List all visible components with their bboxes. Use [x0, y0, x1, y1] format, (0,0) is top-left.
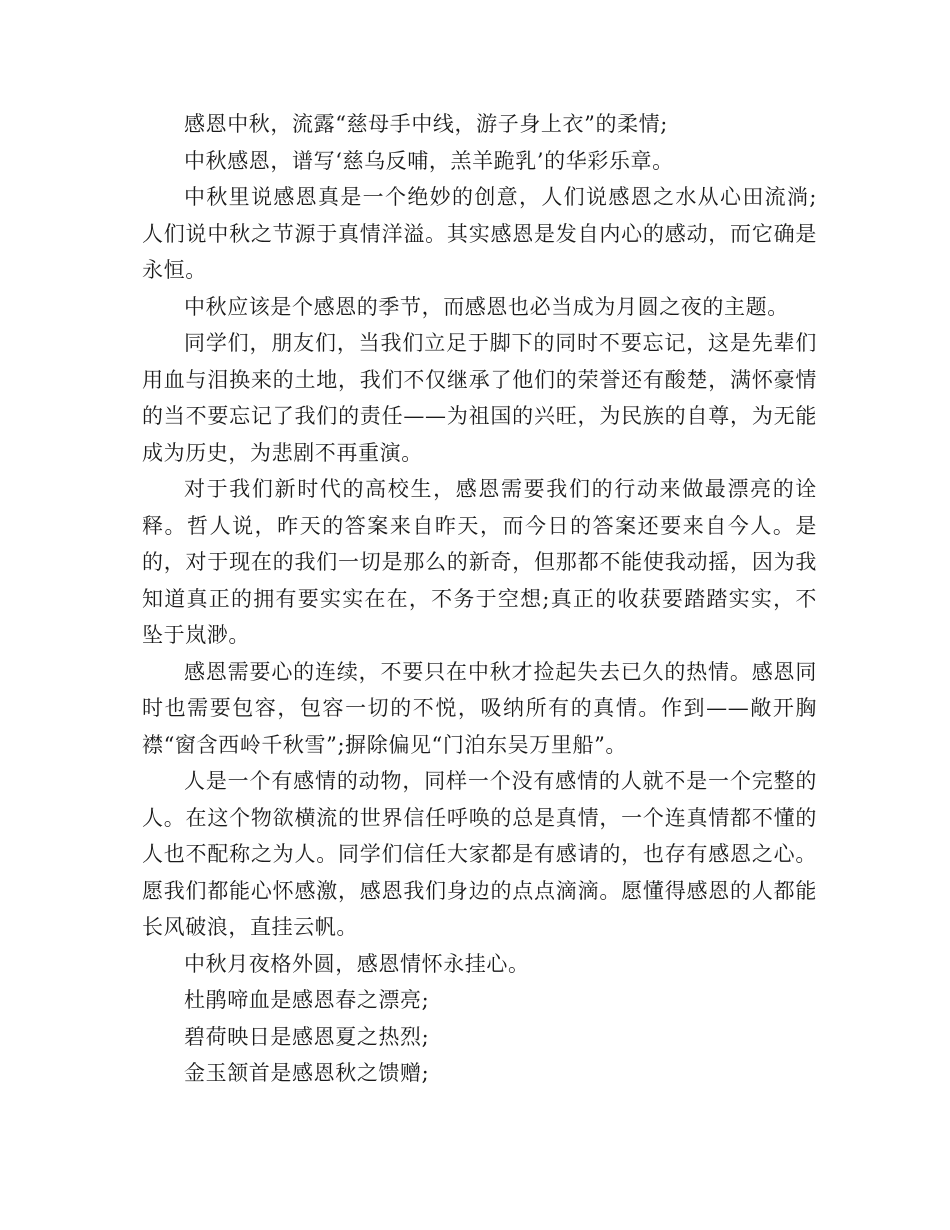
paragraph: 中秋感恩，谱写‘慈乌反哺，羔羊跪乳’的华彩乐章。	[184, 148, 674, 173]
paragraph: 感恩中秋，流露“慈母手中线，游子身上衣”的柔情;	[184, 112, 668, 136]
paragraph: 感恩需要心的连续，不要只在中秋才捡起失去已久的热情。感恩同时也需要包容，包容一切的不悦，吸纳所有的真情。作到——敞开胸襟“窗含西岭千秋雪”;摒除偏见“门泊东吴万里船”。	[142, 659, 817, 757]
paragraph: 杜鹃啼血是感恩春之漂亮;	[184, 988, 430, 1012]
paragraph: 对于我们新时代的高校生，感恩需要我们的行动来做最漂亮的诠释。哲人说，昨天的答案来自昨天，而今日的答案还要来自今人。是的，对于现在的我们一切是那么的新奇，但那都不能使我动摇，因为我知道真正的拥有要实实在在，不务于空想;真正的收获要踏踏实实，不坠于岚渺。	[142, 477, 817, 647]
paragraph: 中秋应该是个感恩的季节，而感恩也必当成为月圆之夜的主题。	[184, 294, 789, 319]
paragraph: 同学们，朋友们，当我们立足于脚下的同时不要忘记，这是先辈们用血与泪换来的土地，我们不仅继承了他们的荣誉还有酸楚，满怀豪情的当不要忘记了我们的责任——为祖国的兴旺，为民族的自尊，为无能成为历史，为悲剧不再重演。	[142, 331, 817, 465]
paragraph: 中秋里说感恩真是一个绝妙的创意，人们说感恩之水从心田流淌;人们说中秋之节源于真情洋溢。其实感恩是发自内心的感动，而它确是永恒。	[142, 185, 817, 282]
paragraph: 金玉颔首是感恩秋之馈赠;	[184, 1061, 430, 1085]
document-body	[142, 106, 817, 1092]
paragraph: 中秋月夜格外圆，感恩情怀永挂心。	[184, 951, 530, 976]
paragraph: 碧荷映日是感恩夏之热烈;	[184, 1024, 430, 1049]
paragraph: 人是一个有感情的动物，同样一个没有感情的人就不是一个完整的人。在这个物欲横流的世界信任呼唤的总是真情，一个连真情都不懂的人也不配称之为人。同学们信任大家都是有感请的，也存有感恩之心。愿我们都能心怀感激，感恩我们身边的点点滴滴。愿懂得感恩的人都能长风破浪，直挂云帆。	[142, 769, 817, 939]
